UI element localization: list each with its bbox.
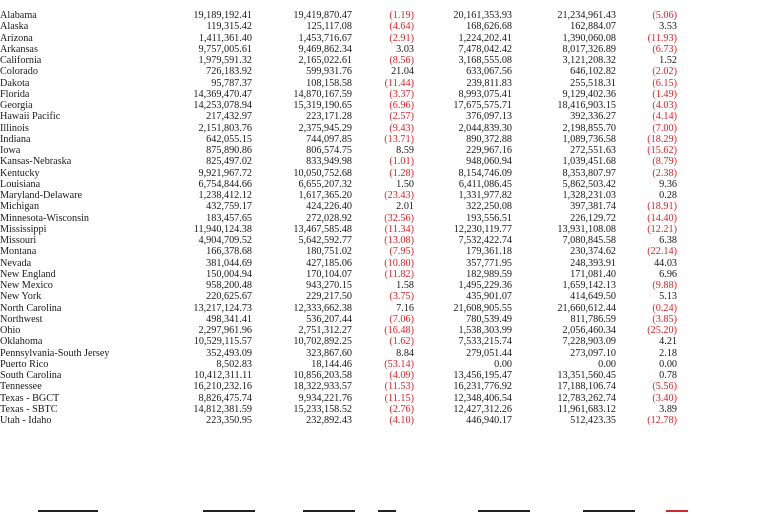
amount-1: 4,904,709.52 [198, 235, 252, 246]
amount-2: 170,104.07 [306, 268, 352, 280]
percent-change-2: (18.29) [647, 133, 677, 145]
table-row [0, 111, 677, 122]
percent-change-2: (4.14) [652, 111, 677, 123]
amount-3: 7,533,215.74 [458, 336, 512, 348]
table-row [0, 303, 677, 314]
amount-4: 392,336.27 [570, 111, 616, 123]
percent-change-1: (7.95) [389, 246, 414, 258]
table-row [0, 89, 677, 100]
amount-4: 1,039,451.68 [562, 156, 616, 168]
amount-3: 446,940.17 [466, 415, 512, 426]
table-row [0, 44, 677, 55]
state-name: North Carolina [0, 302, 62, 314]
percent-change-2: (5.56) [652, 381, 677, 393]
amount-3: 229,967.16 [466, 145, 512, 156]
percent-change-2: (2.38) [652, 167, 677, 179]
amount-1: 432,759.17 [206, 201, 252, 213]
percent-change-1: (3.75) [389, 291, 414, 303]
amount-3: 239,811.83 [466, 77, 512, 89]
amount-2: 744,097.85 [306, 133, 352, 145]
percent-change-1: (2.57) [389, 111, 414, 123]
amount-1: 10,529,115.57 [193, 336, 252, 348]
percent-change-2: 0.78 [659, 370, 677, 381]
amount-1: 19,189,192.41 [193, 10, 252, 21]
amount-1: 875,890.86 [206, 145, 252, 156]
amount-3: 17,675,575.71 [453, 100, 512, 111]
percent-change-2: 3.89 [659, 403, 677, 415]
amount-4: 9,129,402.36 [562, 88, 616, 100]
table-row [0, 179, 677, 190]
state-name: New Mexico [0, 280, 53, 291]
percent-change-1: (4.10) [389, 415, 414, 426]
state-name: Missouri [0, 235, 37, 246]
amount-2: 1,453,716.67 [298, 32, 352, 44]
amount-1: 726,183.92 [206, 66, 252, 78]
percent-change-2: 1.52 [659, 55, 677, 66]
amount-3: 357,771.95 [466, 257, 512, 269]
amount-4: 273,097.10 [570, 347, 616, 359]
amount-3: 12,427,312.26 [453, 403, 512, 415]
amount-4: 3,121,208.32 [562, 55, 616, 66]
table-row [0, 336, 677, 347]
amount-4: 272,551.63 [570, 145, 616, 156]
amount-4: 248,393.91 [570, 257, 616, 269]
financial-table [0, 10, 677, 426]
amount-3: 2,044,839.30 [458, 122, 512, 134]
state-name: New England [0, 268, 56, 280]
percent-change-2: (9.88) [652, 280, 677, 291]
state-name: Ohio [0, 325, 21, 336]
table-row [0, 100, 677, 111]
amount-4: 1,659,142.13 [562, 280, 616, 291]
amount-3: 12,348,406.54 [453, 392, 512, 404]
state-name: Louisiana [0, 178, 41, 190]
amount-3: 633,067.56 [466, 66, 512, 78]
amount-1: 150,004.94 [206, 268, 252, 280]
amount-2: 19,419,870.47 [293, 10, 352, 21]
percent-change-2: (8.79) [652, 156, 677, 168]
amount-2: 424,226.40 [306, 201, 352, 213]
percent-change-1: 1.58 [396, 280, 414, 291]
amount-2: 15,233,158.52 [293, 403, 352, 415]
amount-4: 414,649.50 [570, 291, 616, 303]
state-name: Hawaii Pacific [0, 111, 61, 123]
percent-change-2: (25.20) [647, 325, 677, 336]
state-name: Nevada [0, 257, 32, 269]
amount-4: 162,884.07 [570, 21, 616, 33]
percent-change-2: 6.38 [659, 235, 677, 246]
table-row [0, 33, 677, 44]
percent-change-2: (1.49) [652, 88, 677, 100]
state-name: Iowa [0, 145, 21, 156]
state-name: Mississippi [0, 223, 47, 235]
percent-change-1: 2.01 [396, 201, 414, 213]
table-row [0, 213, 677, 224]
percent-change-1: 21.04 [391, 66, 414, 78]
amount-2: 5,642,592.77 [298, 235, 352, 246]
amount-3: 179,361.18 [466, 246, 512, 258]
amount-3: 20,161,353.93 [453, 10, 512, 21]
table-row [0, 10, 677, 21]
amount-2: 833,949.98 [306, 156, 352, 168]
percent-change-2: (12.21) [647, 223, 677, 235]
state-name: Northwest [0, 313, 43, 325]
amount-3: 780,539.49 [466, 313, 512, 325]
amount-3: 193,556.51 [466, 212, 512, 224]
percent-change-1: (11.15) [384, 392, 414, 404]
state-name: Maryland-Delaware [0, 190, 83, 201]
amount-1: 958,200.48 [206, 280, 252, 291]
amount-2: 18,322,933.57 [293, 381, 352, 393]
amount-4: 12,783,262.74 [557, 392, 616, 404]
amount-1: 9,757,005.61 [198, 43, 252, 55]
table-row [0, 78, 677, 89]
amount-3: 948,060.94 [466, 156, 512, 168]
percent-change-1: (2.76) [389, 403, 414, 415]
amount-3: 182,989.59 [466, 268, 512, 280]
table-row [0, 258, 677, 269]
amount-4: 2,198,855.70 [562, 122, 616, 134]
table-row [0, 415, 677, 426]
amount-4: 21,660,612.44 [557, 302, 616, 314]
percent-change-1: (10.80) [384, 257, 414, 269]
amount-4: 5,862,503.42 [562, 178, 616, 190]
percent-change-1: (13.08) [384, 235, 414, 246]
state-name: New York [0, 291, 42, 303]
percent-change-1: (23.43) [384, 190, 414, 201]
percent-change-2: (11.93) [647, 32, 677, 44]
state-name: Kansas-Nebraska [0, 156, 72, 168]
amount-3: 3,168,555.08 [458, 55, 512, 66]
amount-4: 0.00 [598, 358, 616, 370]
percent-change-2: (22.14) [647, 246, 677, 258]
state-name: Michigan [0, 201, 40, 213]
percent-change-1: (32.56) [384, 212, 414, 224]
table-row [0, 246, 677, 257]
amount-4: 13,351,560.45 [557, 370, 616, 381]
amount-1: 1,979,591.32 [198, 55, 252, 66]
amount-2: 125,117.08 [306, 21, 352, 33]
table-row [0, 66, 677, 77]
table-row [0, 381, 677, 392]
state-name: Colorado [0, 66, 38, 78]
amount-4: 13,931,108.08 [557, 223, 616, 235]
amount-2: 15,319,190.65 [293, 100, 352, 111]
percent-change-1: (16.48) [384, 325, 414, 336]
percent-change-2: 0.28 [659, 190, 677, 201]
amount-2: 9,469,862.34 [298, 43, 352, 55]
amount-1: 16,210,232.16 [193, 381, 252, 393]
amount-2: 943,270.15 [306, 280, 352, 291]
amount-1: 11,940,124.38 [193, 223, 252, 235]
state-name: Pennsylvania-South Jersey [0, 347, 110, 359]
table-row [0, 291, 677, 302]
amount-3: 8,154,746.09 [458, 167, 512, 179]
state-name: Florida [0, 88, 30, 100]
amount-1: 13,217,124.73 [193, 302, 252, 314]
amount-1: 14,253,078.94 [193, 100, 252, 111]
percent-change-2: (18.91) [647, 201, 677, 213]
percent-change-1: 8.84 [396, 347, 414, 359]
amount-1: 119,315.42 [206, 21, 252, 33]
amount-4: 1,390,060.08 [562, 32, 616, 44]
percent-change-2: 44.03 [654, 257, 677, 269]
amount-1: 825,497.02 [206, 156, 252, 168]
amount-3: 8,993,075.41 [458, 88, 512, 100]
amount-3: 6,411,086.45 [458, 178, 512, 190]
state-name: Alaska [0, 21, 29, 33]
percent-change-1: 7.16 [396, 302, 414, 314]
table-row [0, 314, 677, 325]
state-name: Alabama [0, 10, 37, 21]
amount-2: 599,931.76 [306, 66, 352, 78]
table-row [0, 404, 677, 415]
percent-change-1: 8.59 [396, 145, 414, 156]
percent-change-1: 3.03 [396, 43, 414, 55]
amount-3: 7,478,042.42 [458, 43, 512, 55]
percent-change-1: (7.06) [389, 313, 414, 325]
amount-2: 12,333,662.38 [293, 302, 352, 314]
state-name: Indiana [0, 133, 31, 145]
state-name: Arizona [0, 32, 33, 44]
amount-3: 1,224,202.41 [458, 32, 512, 44]
table-body [0, 10, 677, 426]
table-row [0, 224, 677, 235]
amount-3: 435,901.07 [466, 291, 512, 303]
percent-change-2: 3.53 [659, 21, 677, 33]
amount-1: 498,341.41 [206, 313, 252, 325]
amount-1: 217,432.97 [206, 111, 252, 123]
amount-4: 230,374.62 [570, 246, 616, 258]
amount-3: 12,230,119.77 [453, 223, 512, 235]
amount-1: 8,826,475.74 [198, 392, 252, 404]
amount-2: 2,165,022.61 [298, 55, 352, 66]
state-name: Oklahoma [0, 336, 43, 348]
amount-1: 14,812,381.59 [193, 403, 252, 415]
percent-change-2: (3.85) [652, 313, 677, 325]
amount-4: 1,328,231.03 [562, 190, 616, 201]
state-name: Utah - Idaho [0, 415, 52, 426]
percent-change-2: 5.13 [659, 291, 677, 303]
amount-1: 1,411,361.40 [198, 32, 252, 44]
amount-3: 1,331,977.82 [458, 190, 512, 201]
amount-3: 279,051.44 [466, 347, 512, 359]
amount-1: 2,297,961.96 [198, 325, 252, 336]
table-row [0, 269, 677, 280]
state-name: South Carolina [0, 370, 62, 381]
amount-1: 220,625.67 [206, 291, 252, 303]
amount-2: 223,171.28 [306, 111, 352, 123]
state-name: Texas - BGCT [0, 392, 60, 404]
amount-2: 9,934,221.76 [298, 392, 352, 404]
state-name: Georgia [0, 100, 33, 111]
amount-1: 223,350.95 [206, 415, 252, 426]
amount-4: 171,081.40 [570, 268, 616, 280]
percent-change-1: (1.62) [389, 336, 414, 348]
percent-change-2: (6.15) [652, 77, 677, 89]
percent-change-1: (3.37) [389, 88, 414, 100]
percent-change-1: (53.14) [384, 358, 414, 370]
amount-2: 18,144.46 [311, 358, 352, 370]
state-name: Puerto Rico [0, 358, 49, 370]
table-row [0, 21, 677, 32]
percent-change-1: (11.82) [384, 268, 414, 280]
amount-2: 272,028.92 [306, 212, 352, 224]
amount-3: 322,250.08 [466, 201, 512, 213]
table-row [0, 55, 677, 66]
percent-change-2: 2.18 [659, 347, 677, 359]
state-name: Tennessee [0, 381, 42, 393]
percent-change-1: (11.44) [384, 77, 414, 89]
amount-3: 16,231,776.92 [453, 381, 512, 393]
percent-change-1: (1.01) [389, 156, 414, 168]
amount-1: 1,238,412.12 [198, 190, 252, 201]
state-name: Minnesota-Wisconsin [0, 212, 90, 224]
amount-3: 13,456,195.47 [453, 370, 512, 381]
amount-1: 642,055.15 [206, 133, 252, 145]
table-row [0, 235, 677, 246]
state-name: Illinois [0, 122, 29, 134]
amount-2: 323,867.60 [306, 347, 352, 359]
percent-change-2: (0.24) [652, 302, 677, 314]
table-row [0, 156, 677, 167]
percent-change-2: (14.40) [647, 212, 677, 224]
percent-change-2: (15.62) [647, 145, 677, 156]
percent-change-1: (1.28) [389, 167, 414, 179]
table-row [0, 134, 677, 145]
table-row [0, 190, 677, 201]
amount-2: 427,185.06 [306, 257, 352, 269]
amount-4: 255,518.31 [570, 77, 616, 89]
table-row [0, 325, 677, 336]
amount-4: 2,056,460.34 [562, 325, 616, 336]
amount-2: 6,655,207.32 [298, 178, 352, 190]
amount-3: 21,608,905.55 [453, 302, 512, 314]
percent-change-1: (4.64) [389, 21, 414, 33]
state-name: Dakota [0, 77, 30, 89]
table-row [0, 370, 677, 381]
amount-1: 381,044.69 [206, 257, 252, 269]
table-row [0, 201, 677, 212]
percent-change-2: 9.36 [659, 178, 677, 190]
amount-3: 0.00 [494, 358, 512, 370]
amount-4: 811,786.59 [570, 313, 616, 325]
amount-2: 232,892.43 [306, 415, 352, 426]
percent-change-2: 6.96 [659, 268, 677, 280]
amount-3: 7,532,422.74 [458, 235, 512, 246]
amount-1: 9,921,967.72 [198, 167, 252, 179]
percent-change-1: (4.09) [389, 370, 414, 381]
table-row [0, 145, 677, 156]
percent-change-1: (9.43) [389, 122, 414, 134]
amount-4: 1,089,736.58 [562, 133, 616, 145]
amount-4: 18,416,903.15 [557, 100, 616, 111]
amount-3: 1,538,303.99 [458, 325, 512, 336]
amount-2: 2,751,312.27 [298, 325, 352, 336]
percent-change-2: 4.21 [659, 336, 677, 348]
amount-1: 10,412,311.11 [194, 370, 252, 381]
amount-2: 10,856,203.58 [293, 370, 352, 381]
percent-change-2: (4.03) [652, 100, 677, 111]
amount-1: 2,151,803.76 [198, 122, 252, 134]
amount-4: 7,228,903.09 [562, 336, 616, 348]
percent-change-1: (11.34) [384, 223, 414, 235]
table-row [0, 123, 677, 134]
percent-change-2: (7.00) [652, 122, 677, 134]
amount-3: 1,495,229.36 [458, 280, 512, 291]
amount-3: 168,626.68 [466, 21, 512, 33]
table-row [0, 348, 677, 359]
amount-4: 397,381.74 [570, 201, 616, 213]
amount-3: 376,097.13 [466, 111, 512, 123]
amount-2: 14,870,167.59 [293, 88, 352, 100]
amount-2: 1,617,365.20 [298, 190, 352, 201]
amount-2: 180,751.02 [306, 246, 352, 258]
percent-change-2: (2.02) [652, 66, 677, 78]
percent-change-1: (8.56) [389, 55, 414, 66]
percent-change-2: (6.73) [652, 43, 677, 55]
state-name: Arkansas [0, 43, 38, 55]
state-name: Kentucky [0, 167, 40, 179]
state-name: California [0, 55, 42, 66]
amount-2: 10,702,892.25 [293, 336, 352, 348]
amount-2: 13,467,585.48 [293, 223, 352, 235]
percent-change-1: 1.50 [396, 178, 414, 190]
amount-2: 806,574.75 [306, 145, 352, 156]
amount-1: 183,457.65 [206, 212, 252, 224]
percent-change-1: (2.91) [389, 32, 414, 44]
cutoff-row [38, 510, 738, 515]
percent-change-2: (5.06) [652, 10, 677, 21]
percent-change-2: 0.00 [659, 358, 677, 370]
amount-1: 8,502.83 [216, 358, 252, 370]
amount-1: 166,378.68 [206, 246, 252, 258]
amount-4: 17,188,106.74 [557, 381, 616, 393]
amount-2: 2,375,945.29 [298, 122, 352, 134]
amount-4: 646,102.82 [570, 66, 616, 78]
amount-4: 8,017,326.89 [562, 43, 616, 55]
amount-4: 8,353,807.97 [562, 167, 616, 179]
percent-change-1: (1.19) [389, 10, 414, 21]
amount-4: 226,129.72 [570, 212, 616, 224]
amount-1: 14,369,470.47 [193, 88, 252, 100]
amount-1: 352,493.09 [206, 347, 252, 359]
amount-4: 7,080,845.58 [562, 235, 616, 246]
percent-change-1: (6.96) [389, 100, 414, 111]
state-name: Montana [0, 246, 37, 258]
amount-4: 512,423.35 [570, 415, 616, 426]
table-row [0, 168, 677, 179]
percent-change-1: (11.53) [384, 381, 414, 393]
amount-1: 95,787.37 [211, 77, 252, 89]
state-name: Texas - SBTC [0, 403, 58, 415]
amount-3: 890,372.88 [466, 133, 512, 145]
amount-2: 536,207.44 [306, 313, 352, 325]
table-row [0, 393, 677, 404]
amount-2: 10,050,752.68 [293, 167, 352, 179]
amount-1: 6,754,844.66 [198, 178, 252, 190]
percent-change-2: (3.40) [652, 392, 677, 404]
amount-2: 229,217.50 [306, 291, 352, 303]
percent-change-2: (12.78) [647, 415, 677, 426]
table-row [0, 280, 677, 291]
amount-2: 108,158.58 [306, 77, 352, 89]
percent-change-1: (13.71) [384, 133, 414, 145]
amount-4: 11,961,683.12 [557, 403, 616, 415]
amount-4: 21,234,961.43 [557, 10, 616, 21]
table-row [0, 359, 677, 370]
